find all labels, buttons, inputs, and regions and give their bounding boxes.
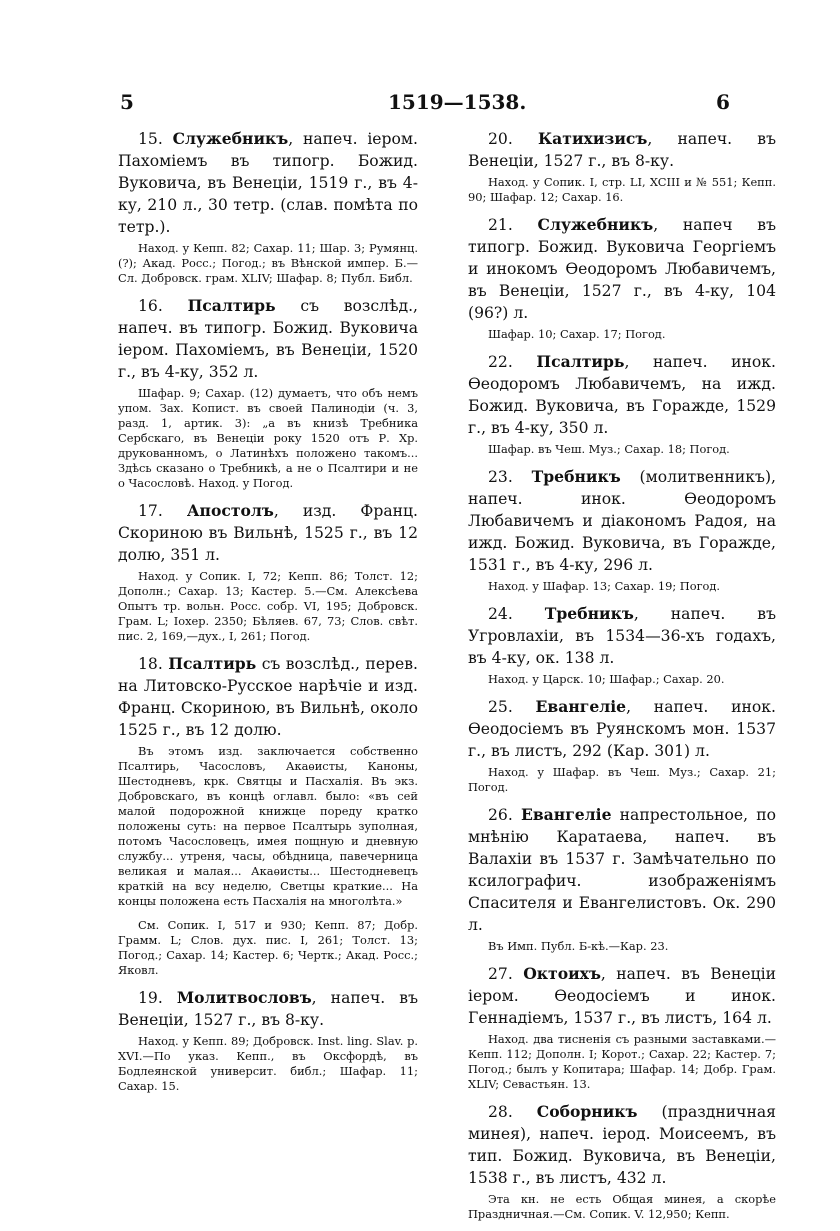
catalog-entry bbox=[468, 1101, 776, 1222]
entry-description bbox=[468, 603, 776, 669]
entry-text: , напеч. въ Венеціи, 1527 г., въ 8-ку. bbox=[468, 130, 776, 170]
entry-note: Наход. у Сопик. I, 72; Кепп. 86; Толст. 12; Дополн.; Сахар. 13; Кастер. 5.—См. Алексѣева Опытъ тр. вольн. Росс. собр. VI, 195; Добровск. Грам. L; Іохер. 2350; Бѣляев. 67, 73; Слов. свѣт. пис. 2, 169,—дух., I, 261; Погод. bbox=[118, 569, 418, 643]
entry-title: Псалтирь bbox=[536, 352, 625, 371]
entry-note: Наход. у Кепп. 89; Добровск. Inst. ling. Slav. p. XVI.—По указ. Кепп., въ Оксфордѣ, въ Бодлеянской университ. библ.; Шафар. 11; Сахар. 15. bbox=[118, 1034, 418, 1093]
catalog-entry bbox=[468, 466, 776, 594]
entry-title: Псалтирь bbox=[168, 654, 257, 673]
entry-note: Наход. у Шафар. 13; Сахар. 19; Погод. bbox=[488, 579, 721, 593]
entry-note: Въ этомъ изд. заключается собственно Псалтирь, Часословъ, Акаѳисты, Каноны, Шестодневъ, крк. Святцы и Пасхалія. Въ экз. Добровскаго, въ концѣ оглавл. было: «въ сей малой подорожной книжце пореду кратко положены суть: на первое Псалтырь зуполная, потомъ Часословецъ, имея пощную и дневную службу... утреня, часы, обѣдница, павечерница великая и малая... Акаѳисты... Шестодневецъ краткій на всу неделю, Светцы краткие... На концы положена есть Пасхалія на многолѣта.» bbox=[118, 744, 418, 908]
entry-title: Октоихъ bbox=[523, 964, 601, 983]
entry-number: 18. bbox=[138, 655, 169, 673]
entry-number: 27. bbox=[488, 965, 524, 983]
entry-title: Соборникъ bbox=[536, 1102, 638, 1121]
catalog-entry bbox=[468, 804, 776, 954]
entry-description bbox=[118, 128, 418, 238]
entry-number: 23. bbox=[488, 468, 532, 486]
entry-title: Евангеліе bbox=[520, 805, 612, 824]
entry-description bbox=[468, 804, 776, 936]
catalog-entry bbox=[468, 603, 776, 687]
entry-description bbox=[118, 987, 418, 1031]
catalog-entry bbox=[118, 918, 418, 978]
page-header-years: 1519—1538. bbox=[388, 90, 527, 114]
entry-title: Апостолъ bbox=[186, 501, 274, 520]
right-page-number: 6 bbox=[716, 90, 730, 114]
entry-text: , напеч. іером. Пахоміемъ въ типогр. Божид. Вуковича, въ Венеціи, 1519 г., въ 4-ку, 210 л., 30 тетр. (слав. помѣта по тетр.). bbox=[118, 130, 418, 236]
entry-title: Требникъ bbox=[531, 467, 621, 486]
left-page-number: 5 bbox=[120, 90, 134, 114]
right-column bbox=[468, 128, 776, 1231]
entry-text: , напеч въ типогр. Божид. Вуковича Георгіемъ и инокомъ Ѳеодоромъ Любавичемъ, въ Венеціи, 1527 г., въ 4-ку, 104 (96?) л. bbox=[468, 216, 776, 322]
entry-title: Евангеліе bbox=[535, 697, 627, 716]
entry-number: 16. bbox=[138, 297, 188, 315]
entry-number: 17. bbox=[138, 502, 187, 520]
entry-number: 15. bbox=[138, 130, 173, 148]
entry-note: См. Сопик. I, 517 и 930; Кепп. 87; Добр. Грамм. L; Слов. дух. пис. I, 261; Толст. 13; Погод.; Сахар. 14; Кастер. 6; Чертк.; Акад. Росс.; Яковл. bbox=[118, 918, 418, 977]
entry-note: Въ Имп. Публ. Б-кѣ.—Кар. 23. bbox=[488, 939, 669, 953]
entry-title: Служебникъ bbox=[172, 129, 289, 148]
entry-number: 24. bbox=[488, 605, 545, 623]
catalog-entry bbox=[468, 351, 776, 457]
entry-number: 19. bbox=[138, 989, 177, 1007]
entry-description bbox=[118, 500, 418, 566]
entry-number: 22. bbox=[488, 353, 537, 371]
entry-note: Шафар. 10; Сахар. 17; Погод. bbox=[488, 327, 666, 341]
entry-text: съ возслѣд., напеч. въ типогр. Божид. Вуковича іером. Пахоміемъ, въ Венеціи, 1520 г., въ 4-ку, 352 л. bbox=[118, 297, 418, 381]
left-column bbox=[118, 128, 418, 1103]
entry-description bbox=[468, 214, 776, 324]
entry-note: Шафар. въ Чеш. Муз.; Сахар. 18; Погод. bbox=[488, 442, 730, 456]
entry-text: , напеч. въ Угровлахіи, въ 1534—36-хъ годахъ, въ 4-ку, ок. 138 л. bbox=[468, 605, 776, 667]
entry-text: (молитвенникъ), напеч. инок. Ѳеодоромъ Любавичемъ и діакономъ Радоя, на ижд. Божид. Вуковича, въ Горажде, 1531 г., въ 4-ку, 296 л. bbox=[468, 468, 776, 574]
entry-description bbox=[118, 653, 418, 741]
entry-title: Псалтирь bbox=[187, 296, 276, 315]
entry-title: Катихизисъ bbox=[538, 129, 648, 148]
catalog-entry bbox=[468, 128, 776, 205]
entry-note: Наход. у Царск. 10; Шафар.; Сахар. 20. bbox=[488, 672, 725, 686]
catalog-entry bbox=[468, 963, 776, 1092]
catalog-entry bbox=[118, 653, 418, 909]
entry-note: Наход. у Шафар. въ Чеш. Муз.; Сахар. 21; Погод. bbox=[468, 765, 776, 794]
entry-description bbox=[118, 295, 418, 383]
entry-description bbox=[468, 466, 776, 576]
entry-description bbox=[468, 696, 776, 762]
entry-note: Наход. у Сопик. I, стр. LI, XCIII и № 551; Кепп. 90; Шафар. 12; Сахар. 16. bbox=[468, 175, 776, 204]
entry-note: Шафар. 9; Сахар. (12) думаетъ, что объ немъ упом. Зах. Копист. въ своей Палинодіи (ч. 3, разд. 1, артик. 3): „а въ книзѣ Требника Сербскаго, въ Венеціи року 1520 отъ Р. Хр. друкованномъ, о Латинѣхъ положено такомъ... Здѣсь сказано о Требникѣ, а не о Псалтири и не о Часословѣ. Наход. у Погод. bbox=[118, 386, 418, 490]
entry-description bbox=[468, 128, 776, 172]
entry-title: Молитвословъ bbox=[176, 988, 312, 1007]
entry-number: 25. bbox=[488, 698, 536, 716]
entry-text: , изд. Франц. Скориною въ Вильнѣ, 1525 г., въ 12 долю, 351 л. bbox=[118, 502, 418, 564]
entry-text: , напеч. инок. Ѳеодоромъ Любавичемъ, на ижд. Божид. Вуковича, въ Горажде, 1529 г., въ 4-ку, 350 л. bbox=[468, 353, 777, 437]
entry-number: 21. bbox=[488, 216, 538, 234]
entry-description bbox=[468, 351, 776, 439]
catalog-entry bbox=[118, 128, 418, 286]
entry-number: 20. bbox=[488, 130, 538, 148]
entry-description bbox=[468, 963, 776, 1029]
entry-text: напрестольное, по мнѣнію Каратаева, напеч. въ Валахіи въ 1537 г. Замѣчательно по ксилографич. изображеніямъ Спасителя и Евангелистовъ. Ок. 290 л. bbox=[468, 806, 776, 934]
entry-note: Эта кн. не есть Общая минея, а скорѣе Праздничная.—См. Сопик. V. 12,950; Кепп. bbox=[468, 1192, 776, 1221]
entry-number: 28. bbox=[488, 1103, 537, 1121]
entry-title: Требникъ bbox=[544, 604, 634, 623]
entry-title: Служебникъ bbox=[537, 215, 654, 234]
catalog-entry bbox=[468, 214, 776, 342]
catalog-entry bbox=[468, 696, 776, 795]
entry-number: 26. bbox=[488, 806, 521, 824]
catalog-entry bbox=[118, 987, 418, 1094]
entry-note: Наход. два тисненія съ разными заставками.—Кепп. 112; Дополн. I; Корот.; Сахар. 22; Кастер. 7; Погод.; былъ у Копитара; Шафар. 14; Добр. Грам. XLIV; Севастьян. 13. bbox=[468, 1032, 776, 1091]
entry-text: (праздничная минея), напеч. іерод. Моисеемъ, въ тип. Божид. Вуковича, въ Венеціи, 1538 г., въ листъ, 432 л. bbox=[468, 1103, 776, 1187]
catalog-entry bbox=[118, 295, 418, 491]
entry-note: Наход. у Кепп. 82; Сахар. 11; Шар. 3; Румянц. (?); Акад. Росс.; Погод.; въ Вѣнской импер. Б.—Сл. Добровск. грам. XLIV; Шафар. 8; Публ. Библ. bbox=[118, 241, 418, 285]
entry-text: , напеч. въ Венеціи, 1527 г., въ 8-ку. bbox=[118, 989, 418, 1029]
entry-text: , напеч. инок. Ѳеодосіемъ въ Руянскомъ мон. 1537 г., въ листъ, 292 (Кар. 301) л. bbox=[468, 698, 776, 760]
entry-text: съ возслѣд., перев. на Литовско-Русское нарѣчіе и изд. Франц. Скориною, въ Вильнѣ, около 1525 г., въ 12 долю. bbox=[118, 655, 418, 739]
entry-text: , напеч. въ Венеціи іером. Ѳеодосіемъ и инок. Геннадіемъ, 1537 г., въ листъ, 164 л. bbox=[468, 965, 776, 1027]
catalog-entry bbox=[118, 500, 418, 644]
entry-description bbox=[468, 1101, 776, 1189]
